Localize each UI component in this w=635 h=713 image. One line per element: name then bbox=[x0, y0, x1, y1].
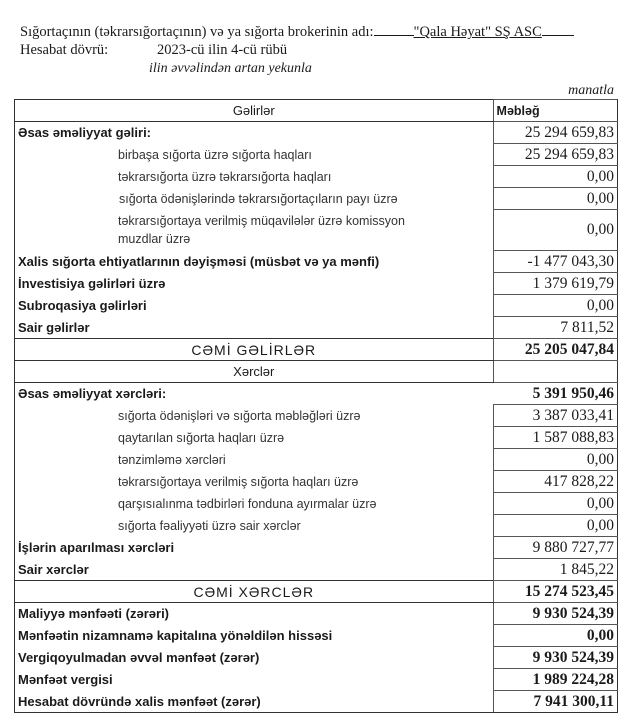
row-label: Mənfəətin nizamnamə kapitalına yönəldilən hissəsi bbox=[15, 625, 494, 647]
row-label: Hesabat dövründə xalis mənfəət (zərər) bbox=[15, 691, 494, 713]
table-row bbox=[15, 405, 618, 427]
row-label: qaytarılan sığorta haqları üzrə bbox=[15, 427, 494, 449]
row-value: 1 379 619,79 bbox=[493, 273, 617, 295]
row-value: 0,00 bbox=[493, 515, 617, 537]
table-row bbox=[15, 210, 618, 251]
table-row bbox=[15, 471, 618, 493]
amount-column-header: Məbləğ bbox=[493, 100, 617, 122]
total-expenses-row bbox=[15, 581, 618, 603]
row-value: 9 930 524,39 bbox=[493, 603, 617, 625]
row-value: 25 294 659,83 bbox=[493, 144, 617, 166]
row-label: Vergiqoyulmadan əvvəl mənfəət (zərər) bbox=[15, 647, 494, 669]
row-value: 1 845,22 bbox=[493, 559, 617, 581]
row-label: təkrarsığortaya verilmiş müqavilələr üzrə komissyon muzdlar üzrə bbox=[118, 214, 405, 246]
company-name: "Qala Həyat" SŞ ASC bbox=[413, 24, 542, 40]
row-label: qarşısıalınma tədbirləri fonduna ayırmalar üzrə bbox=[15, 493, 494, 515]
row-label: İnvestisiya gəlirləri üzrə bbox=[15, 273, 494, 295]
table-row bbox=[15, 317, 618, 339]
row-label: təkrarsığortaya verilmiş sığorta haqları üzrə bbox=[15, 471, 494, 493]
period-line bbox=[20, 41, 574, 59]
income-main-row bbox=[15, 122, 618, 144]
row-label: İşlərin aparılması xərcləri bbox=[15, 537, 494, 559]
table-row bbox=[15, 144, 618, 166]
result-row bbox=[15, 647, 618, 669]
table-row bbox=[15, 166, 618, 188]
period-note: ilin əvvəlindən artan yekunla bbox=[149, 61, 312, 76]
income-statement-table bbox=[14, 99, 618, 713]
row-label: sığorta ödənişlərində təkrarsığortaçıların payı üzrə bbox=[15, 188, 494, 210]
row-value: 5 391 950,46 bbox=[493, 383, 617, 405]
table-row bbox=[15, 449, 618, 471]
table-row bbox=[15, 493, 618, 515]
total-income-row bbox=[15, 339, 618, 361]
row-value: 3 387 033,41 bbox=[493, 405, 617, 427]
row-value: 0,00 bbox=[493, 493, 617, 515]
row-value: 0,00 bbox=[493, 210, 617, 251]
table-row bbox=[15, 537, 618, 559]
row-value: 0,00 bbox=[493, 625, 617, 647]
row-label: Əsas əməliyyat gəliri: bbox=[15, 122, 494, 144]
row-value: 0,00 bbox=[493, 295, 617, 317]
result-row bbox=[15, 691, 618, 713]
row-label: sığorta fəaliyyəti üzrə sair xərclər bbox=[15, 515, 494, 537]
row-value: 9 930 524,39 bbox=[493, 647, 617, 669]
row-label: Sair gəlirlər bbox=[15, 317, 494, 339]
row-label: Maliyyə mənfəəti (zərəri) bbox=[15, 603, 494, 625]
row-value: 0,00 bbox=[493, 166, 617, 188]
period-value: 2023-cü ilin 4-cü rübü bbox=[157, 42, 288, 58]
insurer-label: Sığortaçının (təkrarsığortaçının) və ya sığorta brokerinin adı: bbox=[20, 24, 374, 40]
total-income-value: 25 205 047,84 bbox=[493, 339, 617, 361]
expenses-header-label: Xərclər bbox=[15, 361, 494, 383]
table-row bbox=[15, 273, 618, 295]
table-header-row bbox=[15, 100, 618, 122]
row-label: Subroqasiya gəlirləri bbox=[15, 295, 494, 317]
row-value: 0,00 bbox=[493, 188, 617, 210]
total-income-label: CƏMİ GƏLİRLƏR bbox=[15, 339, 494, 361]
row-value: 7 941 300,11 bbox=[493, 691, 617, 713]
total-expenses-value: 15 274 523,45 bbox=[493, 581, 617, 603]
period-label: Hesabat dövrü: bbox=[20, 42, 109, 58]
table-row bbox=[15, 427, 618, 449]
result-row bbox=[15, 669, 618, 691]
row-value: -1 477 043,30 bbox=[493, 251, 617, 273]
row-label: tənzimləmə xərcləri bbox=[15, 449, 494, 471]
underline-blank bbox=[542, 23, 574, 36]
row-value: 0,00 bbox=[493, 449, 617, 471]
expenses-section-header bbox=[15, 361, 618, 383]
table-row bbox=[15, 251, 618, 273]
row-value: 417 828,22 bbox=[493, 471, 617, 493]
row-label: Mənfəət vergisi bbox=[15, 669, 494, 691]
currency-note: manatla bbox=[568, 83, 614, 98]
row-value: 7 811,52 bbox=[493, 317, 617, 339]
row-label: birbaşa sığorta üzrə sığorta haqları bbox=[15, 144, 494, 166]
row-label: Xalis sığorta ehtiyatlarının dəyişməsi (müsbət və ya mənfi) bbox=[15, 251, 494, 273]
table-row bbox=[15, 559, 618, 581]
row-value: 9 880 727,77 bbox=[493, 537, 617, 559]
insurer-line bbox=[20, 23, 574, 41]
table-row bbox=[15, 188, 618, 210]
row-value: 25 294 659,83 bbox=[493, 122, 617, 144]
result-row bbox=[15, 603, 618, 625]
report-header bbox=[20, 23, 574, 59]
total-expenses-label: CƏMİ XƏRCLƏR bbox=[15, 581, 494, 603]
row-value: 1 587 088,83 bbox=[493, 427, 617, 449]
income-column-header: Gəlirlər bbox=[15, 100, 494, 122]
result-row bbox=[15, 625, 618, 647]
table-row bbox=[15, 295, 618, 317]
expenses-main-row bbox=[15, 383, 618, 405]
row-label: sığorta ödənişləri və sığorta məbləğləri üzrə bbox=[15, 405, 494, 427]
row-label-cell bbox=[15, 210, 494, 251]
row-label: Sair xərclər bbox=[15, 559, 494, 581]
row-label: təkrarsığorta üzrə təkrarsığorta haqları bbox=[15, 166, 494, 188]
underline-blank bbox=[374, 23, 414, 36]
empty-cell bbox=[493, 361, 617, 383]
table-row bbox=[15, 515, 618, 537]
row-value: 1 989 224,28 bbox=[493, 669, 617, 691]
row-label: Əsas əməliyyat xərcləri: bbox=[15, 383, 494, 405]
